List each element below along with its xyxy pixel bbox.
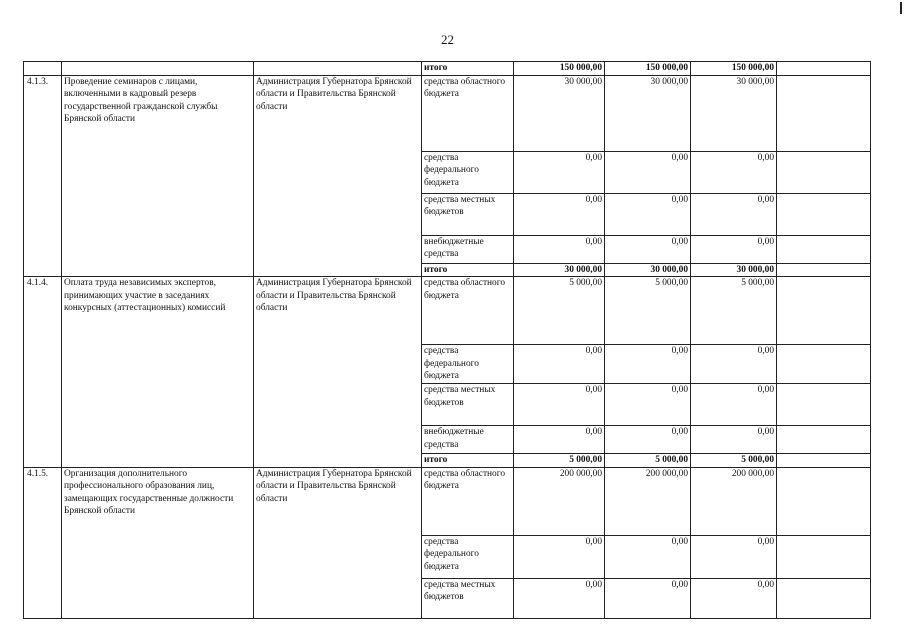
- executor-cell: [254, 62, 422, 76]
- item-executor: Администрация Губернатора Брянской области и Правительства Брянской области: [254, 467, 422, 618]
- amount-cell: 5 000,00: [691, 453, 777, 467]
- table-row: [24, 277, 871, 345]
- empty-cell: [777, 263, 871, 277]
- amount-cell: 0,00: [514, 151, 605, 193]
- amount-cell: 30 000,00: [605, 75, 691, 151]
- empty-cell: [777, 345, 871, 384]
- empty-cell: [777, 62, 871, 76]
- empty-cell: [777, 578, 871, 618]
- amount-cell: 0,00: [605, 235, 691, 263]
- amount-cell: 30 000,00: [514, 263, 605, 277]
- funding-source: внебюджетные средства: [422, 235, 514, 263]
- amount-cell: 5 000,00: [605, 277, 691, 345]
- table-row-carryover-total: [24, 62, 871, 76]
- amount-cell: 0,00: [691, 578, 777, 618]
- amount-cell: 0,00: [605, 425, 691, 453]
- funding-source: итого: [422, 263, 514, 277]
- item-executor: Администрация Губернатора Брянской области и Правительства Брянской области: [254, 277, 422, 467]
- item-code: 4.1.4.: [24, 277, 62, 467]
- code-cell: [24, 62, 62, 76]
- empty-cell: [777, 425, 871, 453]
- empty-cell: [777, 151, 871, 193]
- amount-cell: 5 000,00: [514, 453, 605, 467]
- amount-cell: 30 000,00: [691, 263, 777, 277]
- funding-source: средства областного бюджета: [422, 277, 514, 345]
- amount-cell: 0,00: [691, 535, 777, 578]
- amount-cell: 200 000,00: [605, 467, 691, 535]
- source-cell: итого: [422, 62, 514, 76]
- amount-cell: 150 000,00: [691, 62, 777, 76]
- funding-source: средства федерального бюджета: [422, 535, 514, 578]
- funding-source: средства областного бюджета: [422, 75, 514, 151]
- amount-cell: 0,00: [514, 383, 605, 425]
- amount-cell: 30 000,00: [691, 75, 777, 151]
- amount-cell: 0,00: [691, 235, 777, 263]
- amount-cell: 0,00: [605, 193, 691, 235]
- amount-cell: 0,00: [605, 535, 691, 578]
- item-code: 4.1.5.: [24, 467, 62, 618]
- empty-cell: [777, 467, 871, 535]
- amount-cell: 0,00: [691, 151, 777, 193]
- amount-cell: 0,00: [605, 151, 691, 193]
- empty-cell: [777, 277, 871, 345]
- empty-cell: [777, 193, 871, 235]
- funding-source: средства федерального бюджета: [422, 345, 514, 384]
- page-number: 22: [441, 32, 454, 47]
- empty-cell: [777, 383, 871, 425]
- amount-cell: 5 000,00: [514, 277, 605, 345]
- funding-source: средства местных бюджетов: [422, 578, 514, 618]
- amount-cell: 0,00: [691, 425, 777, 453]
- amount-cell: 30 000,00: [605, 263, 691, 277]
- name-cell: [62, 62, 254, 76]
- item-executor: Администрация Губернатора Брянской области и Правительства Брянской области: [254, 75, 422, 277]
- amount-cell: 200 000,00: [514, 467, 605, 535]
- empty-cell: [777, 75, 871, 151]
- amount-cell: 0,00: [691, 193, 777, 235]
- amount-cell: 0,00: [605, 578, 691, 618]
- amount-cell: 0,00: [605, 345, 691, 384]
- amount-cell: 0,00: [514, 578, 605, 618]
- funding-source: средства местных бюджетов: [422, 193, 514, 235]
- item-name: Оплата труда независимых экспертов, принимающих участие в заседаниях конкурсных (аттестационных) комиссий: [62, 277, 254, 467]
- item-name: Проведение семинаров с лицами, включенными в кадровый резерв государственной гражданской службы Брянской области: [62, 75, 254, 277]
- amount-cell: 150 000,00: [514, 62, 605, 76]
- funding-source: внебюджетные средства: [422, 425, 514, 453]
- amount-cell: 0,00: [691, 345, 777, 384]
- amount-cell: 0,00: [514, 193, 605, 235]
- empty-cell: [777, 535, 871, 578]
- item-code: 4.1.3.: [24, 75, 62, 277]
- table-row: [24, 467, 871, 535]
- amount-cell: 0,00: [605, 383, 691, 425]
- amount-cell: 200 000,00: [691, 467, 777, 535]
- amount-cell: 0,00: [514, 345, 605, 384]
- amount-cell: 0,00: [514, 425, 605, 453]
- item-name: Организация дополнительного профессионального образования лиц, замещающих государственные должности Брянской области: [62, 467, 254, 618]
- budget-table: [23, 61, 871, 619]
- empty-cell: [777, 235, 871, 263]
- amount-cell: 30 000,00: [514, 75, 605, 151]
- funding-source: средства областного бюджета: [422, 467, 514, 535]
- empty-cell: [777, 453, 871, 467]
- amount-cell: 5 000,00: [691, 277, 777, 345]
- funding-source: средства федерального бюджета: [422, 151, 514, 193]
- amount-cell: 5 000,00: [605, 453, 691, 467]
- margin-mark: [900, 2, 902, 14]
- amount-cell: 0,00: [691, 383, 777, 425]
- table-row: [24, 75, 871, 151]
- amount-cell: 0,00: [514, 535, 605, 578]
- funding-source: средства местных бюджетов: [422, 383, 514, 425]
- funding-source: итого: [422, 453, 514, 467]
- amount-cell: 150 000,00: [605, 62, 691, 76]
- amount-cell: 0,00: [514, 235, 605, 263]
